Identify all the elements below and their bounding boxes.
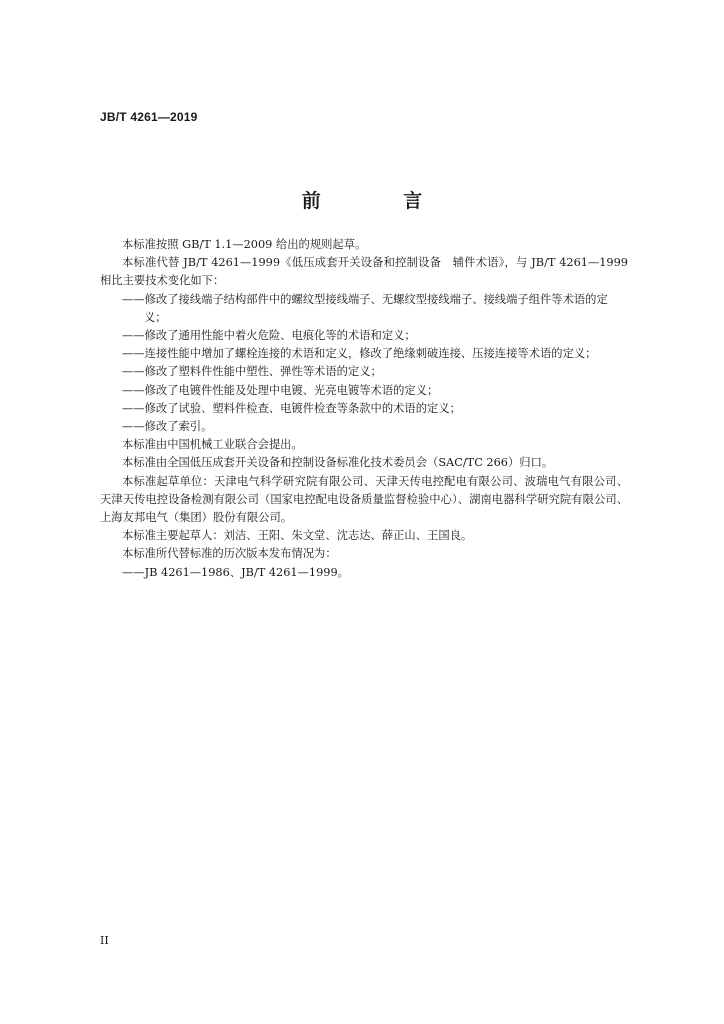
change-item: ——修改了塑料件性能中塑性、弹性等术语的定义； (122, 365, 382, 379)
page-number: II (100, 934, 109, 947)
page-title: 前 言 (301, 190, 461, 212)
change-item: ——修改了通用性能中着火危险、电痕化等的术语和定义； (122, 329, 416, 343)
change-item: ——修改了接线端子结构部件中的螺纹型接线端子、无螺纹型接线端子、接线端子组件等术语的定义； (122, 292, 608, 324)
history-item: ——JB 4261—1986、JB/T 4261—1999。 (122, 565, 349, 579)
paragraph-drafters: 本标准主要起草人：刘洁、王阳、朱文堂、沈志达、薛正山、王国良。 (122, 529, 473, 543)
paragraph-replaces: 本标准代替 JB/T 4261—1999《低压成套开关设备和控制设备 辅件术语》，与 JB/T 4261—1999 相比主要技术变化如下： (100, 256, 628, 288)
paragraph-proposer: 本标准由中国机械工业联合会提出。 (122, 438, 303, 452)
standard-code: JB/T 4261—2019 (100, 110, 198, 124)
foreword-body (100, 236, 628, 582)
paragraph-drafting-units: 本标准起草单位：天津电气科学研究院有限公司、天津天传电控配电有限公司、波瑞电气有限公司、天津天传电控设备检测有限公司（国家电控配电设备质量监督检验中心）、湖南电器科学研究院有限公司、上海友邦电气（集团）股份有限公司。 (100, 474, 628, 525)
paragraph-history-intro: 本标准所代替标准的历次版本发布情况为： (122, 547, 337, 561)
change-item: ——修改了试验、塑料件检查、电镀件检查等条款中的术语的定义； (122, 401, 461, 415)
change-item: ——修改了索引。 (122, 420, 213, 434)
change-item: ——连接性能中增加了螺栓连接的术语和定义，修改了绝缘刺破连接、压接连接等术语的定义； (122, 347, 597, 361)
paragraph-drafting-rules: 本标准按照 GB/T 1.1—2009 给出的规则起草。 (122, 238, 367, 251)
paragraph-committee: 本标准由全国低压成套开关设备和控制设备标准化技术委员会（SAC/TC 266）归口。 (122, 456, 554, 470)
change-item: ——修改了电镀件性能及处理中电镀、光亮电镀等术语的定义； (122, 383, 439, 397)
